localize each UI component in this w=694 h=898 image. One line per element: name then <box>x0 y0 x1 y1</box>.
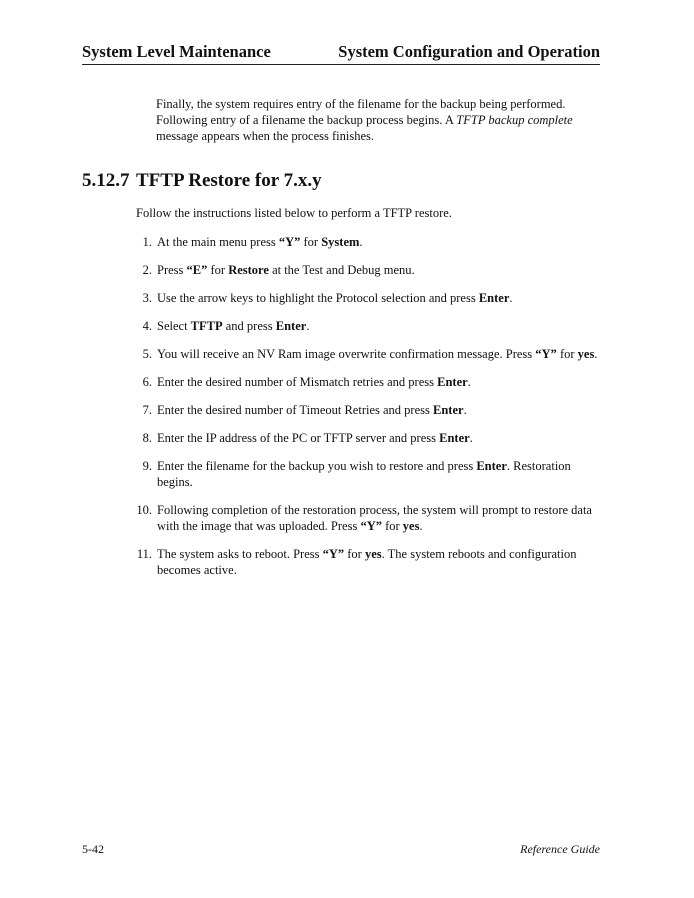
section-number: 5.12.7 <box>82 170 130 191</box>
header-section-title: System Configuration and Operation <box>338 42 600 61</box>
step-text: The system asks to reboot. Press “Y” for yes. The system reboots and configuration becomes active. <box>157 547 577 577</box>
step-item <box>136 502 606 534</box>
step-text: Use the arrow keys to highlight the Protocol selection and press Enter. <box>157 291 513 305</box>
step-text: Following completion of the restoration process, the system will prompt to restore data with the image that was uploaded. Press “Y” for yes. <box>157 503 592 533</box>
lead-sentence: Follow the instructions listed below to perform a TFTP restore. <box>136 206 452 220</box>
step-number: 9. <box>142 459 152 473</box>
steps-list <box>136 234 606 590</box>
step-item <box>136 430 606 446</box>
step-text: Enter the IP address of the PC or TFTP server and press Enter. <box>157 431 473 445</box>
page-number: 5-42 <box>82 842 104 856</box>
section-heading <box>82 170 322 192</box>
step-text: Press “E” for Restore at the Test and Debug menu. <box>157 263 415 277</box>
step-text: At the main menu press “Y” for System. <box>157 235 363 249</box>
step-item <box>136 290 606 306</box>
step-item <box>136 318 606 334</box>
step-number: 2. <box>142 263 152 277</box>
intro-text-1: Finally, the system requires entry of the filename for the backup being performed. Following entry of a filename the backup process begins. A <box>156 97 566 127</box>
header-chapter-title: System Level Maintenance <box>82 42 271 61</box>
step-number: 8. <box>142 431 152 445</box>
step-number: 10. <box>136 503 152 517</box>
step-number: 4. <box>142 319 152 333</box>
step-number: 1. <box>142 235 152 249</box>
step-item <box>136 262 606 278</box>
step-item <box>136 374 606 390</box>
step-item <box>136 402 606 418</box>
step-item <box>136 546 606 578</box>
step-number: 5. <box>142 347 152 361</box>
intro-text-2: message appears when the process finishes. <box>156 129 374 143</box>
step-text: Enter the filename for the backup you wish to restore and press Enter. Restoration begins. <box>157 459 571 489</box>
footer-guide-title: Reference Guide <box>520 842 600 856</box>
page-header <box>82 42 600 65</box>
step-text: Enter the desired number of Mismatch retries and press Enter. <box>157 375 471 389</box>
intro-paragraph <box>156 96 596 144</box>
step-number: 7. <box>142 403 152 417</box>
step-text: Select TFTP and press Enter. <box>157 319 310 333</box>
section-title: TFTP Restore for 7.x.y <box>136 170 322 191</box>
step-item <box>136 458 606 490</box>
step-number: 6. <box>142 375 152 389</box>
step-number: 3. <box>142 291 152 305</box>
step-item <box>136 234 606 250</box>
intro-emphasis: TFTP backup complete <box>456 113 573 127</box>
step-item <box>136 346 606 362</box>
step-text: Enter the desired number of Timeout Retries and press Enter. <box>157 403 467 417</box>
step-text: You will receive an NV Ram image overwrite confirmation message. Press “Y” for yes. <box>157 347 598 361</box>
step-number: 11. <box>136 547 152 561</box>
